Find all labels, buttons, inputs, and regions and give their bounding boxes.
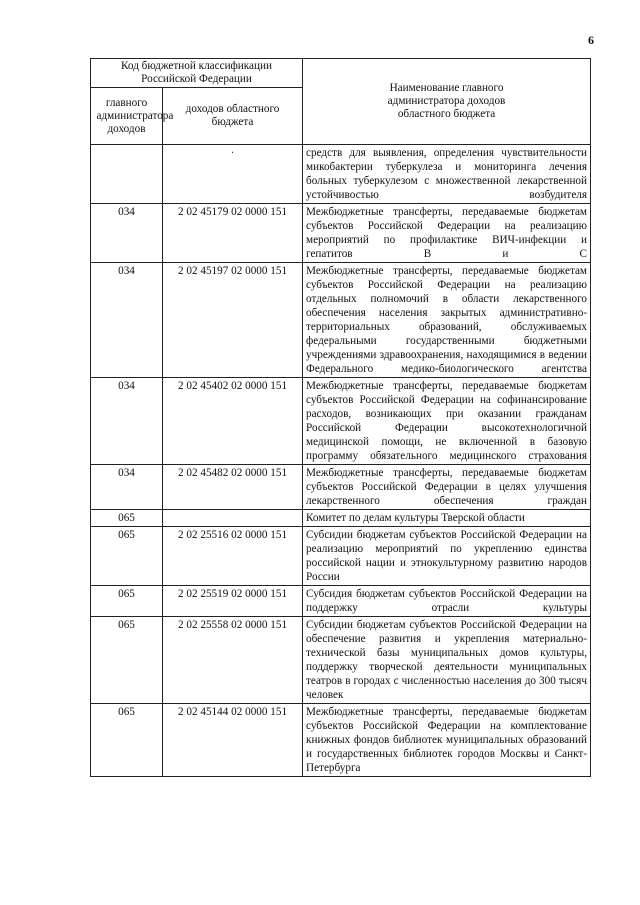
table-row	[91, 378, 591, 465]
income-code-cell: 2 02 45179 02 0000 151	[163, 204, 303, 263]
name-cell: Субсидия бюджетам субъектов Российской Федерации на поддержку отрасли культуры	[303, 586, 591, 617]
income-code-cell: 2 02 45144 02 0000 151	[163, 704, 303, 777]
income-code-cell	[163, 510, 303, 527]
header-income-code	[163, 88, 303, 145]
income-code-cell: 2 02 25519 02 0000 151	[163, 586, 303, 617]
admin-code-cell: 034	[91, 378, 163, 465]
name-cell: средств для выявления, определения чувствительности микобактерии туберкулеза и мониторинга лечения больных туберкулезом с множественной лекарственной устойчивостью возбудителя	[303, 145, 591, 204]
admin-code-cell: 034	[91, 204, 163, 263]
income-code-cell: 2 02 45402 02 0000 151	[163, 378, 303, 465]
table-row	[91, 617, 591, 704]
name-cell: Межбюджетные трансферты, передаваемые бюджетам субъектов Российской Федерации в целях улучшения лекарственного обеспечения граждан	[303, 465, 591, 510]
name-cell: Субсидии бюджетам субъектов Российской Федерации на обеспечение развития и укрепления материально-технической базы муниципальных домов культуры, поддержку творческой деятельности муниципальных театров в городах с численностью населения до 300 тысяч человек	[303, 617, 591, 704]
admin-code-cell: 034	[91, 263, 163, 378]
admin-code-cell	[91, 145, 163, 204]
header-administrator-name	[303, 59, 591, 145]
income-code-cell: 2 02 25558 02 0000 151	[163, 617, 303, 704]
table-row	[91, 586, 591, 617]
header-name-text: Наименование главного администратора доходов областного бюджета	[387, 82, 506, 120]
income-code-cell: ·	[163, 145, 303, 204]
table-row	[91, 465, 591, 510]
page-number: 6	[588, 33, 594, 47]
table-row	[91, 704, 591, 777]
header-admin-code	[91, 88, 174, 145]
header-classification-code: Код бюджетной классификации Российской Федерации	[91, 59, 303, 88]
admin-code-cell: 034	[91, 465, 163, 510]
name-cell: Субсидии бюджетам субъектов Российской Федерации на реализацию мероприятий по укреплению единства российской нации и этнокультурному развитию народов России	[303, 527, 591, 586]
name-cell: Межбюджетные трансферты, передаваемые бюджетам субъектов Российской Федерации на софинансирование расходов, возникающих при оказании гражданам Российской Федерации высокотехнологичной медицинской помощи, не включенной в базовую программу обязательного медицинского страхования	[303, 378, 591, 465]
name-cell: Межбюджетные трансферты, передаваемые бюджетам субъектов Российской Федерации на комплектование книжных фондов библиотек муниципальных образований и государственных библиотек городов Москвы и Санкт-Петербурга	[303, 704, 591, 777]
table-row-committee	[91, 510, 591, 527]
table-row	[91, 527, 591, 586]
table-row	[91, 263, 591, 378]
income-code-cell: 2 02 25516 02 0000 151	[163, 527, 303, 586]
income-code-cell: 2 02 45197 02 0000 151	[163, 263, 303, 378]
budget-classification-table	[90, 58, 591, 777]
header-income-text: доходов областного бюджета	[185, 103, 280, 128]
name-cell: Межбюджетные трансферты, передаваемые бюджетам субъектов Российской Федерации на реализацию мероприятий по профилактике ВИЧ-инфекции и гепатитов В и С	[303, 204, 591, 263]
table-row	[91, 204, 591, 263]
committee-name-cell: Комитет по делам культуры Тверской области	[303, 510, 591, 527]
admin-code-cell: 065	[91, 586, 163, 617]
admin-code-cell: 065	[91, 617, 163, 704]
admin-code-cell: 065	[91, 527, 163, 586]
income-code-cell: 2 02 45482 02 0000 151	[163, 465, 303, 510]
table-row	[91, 145, 591, 204]
name-cell: Межбюджетные трансферты, передаваемые бюджетам субъектов Российской Федерации на реализацию отдельных полномочий в области лекарственного обеспечения населения закрытых административно-территориальных образований, обслуживаемых федеральными государственными бюджетными учреждениями здравоохранения, находящимися в ведении Федерального медико-биологического агентства	[303, 263, 591, 378]
admin-code-cell: 065	[91, 704, 163, 777]
admin-code-cell: 065	[91, 510, 163, 527]
header-admin-text: главного администратора доходов	[96, 96, 174, 135]
